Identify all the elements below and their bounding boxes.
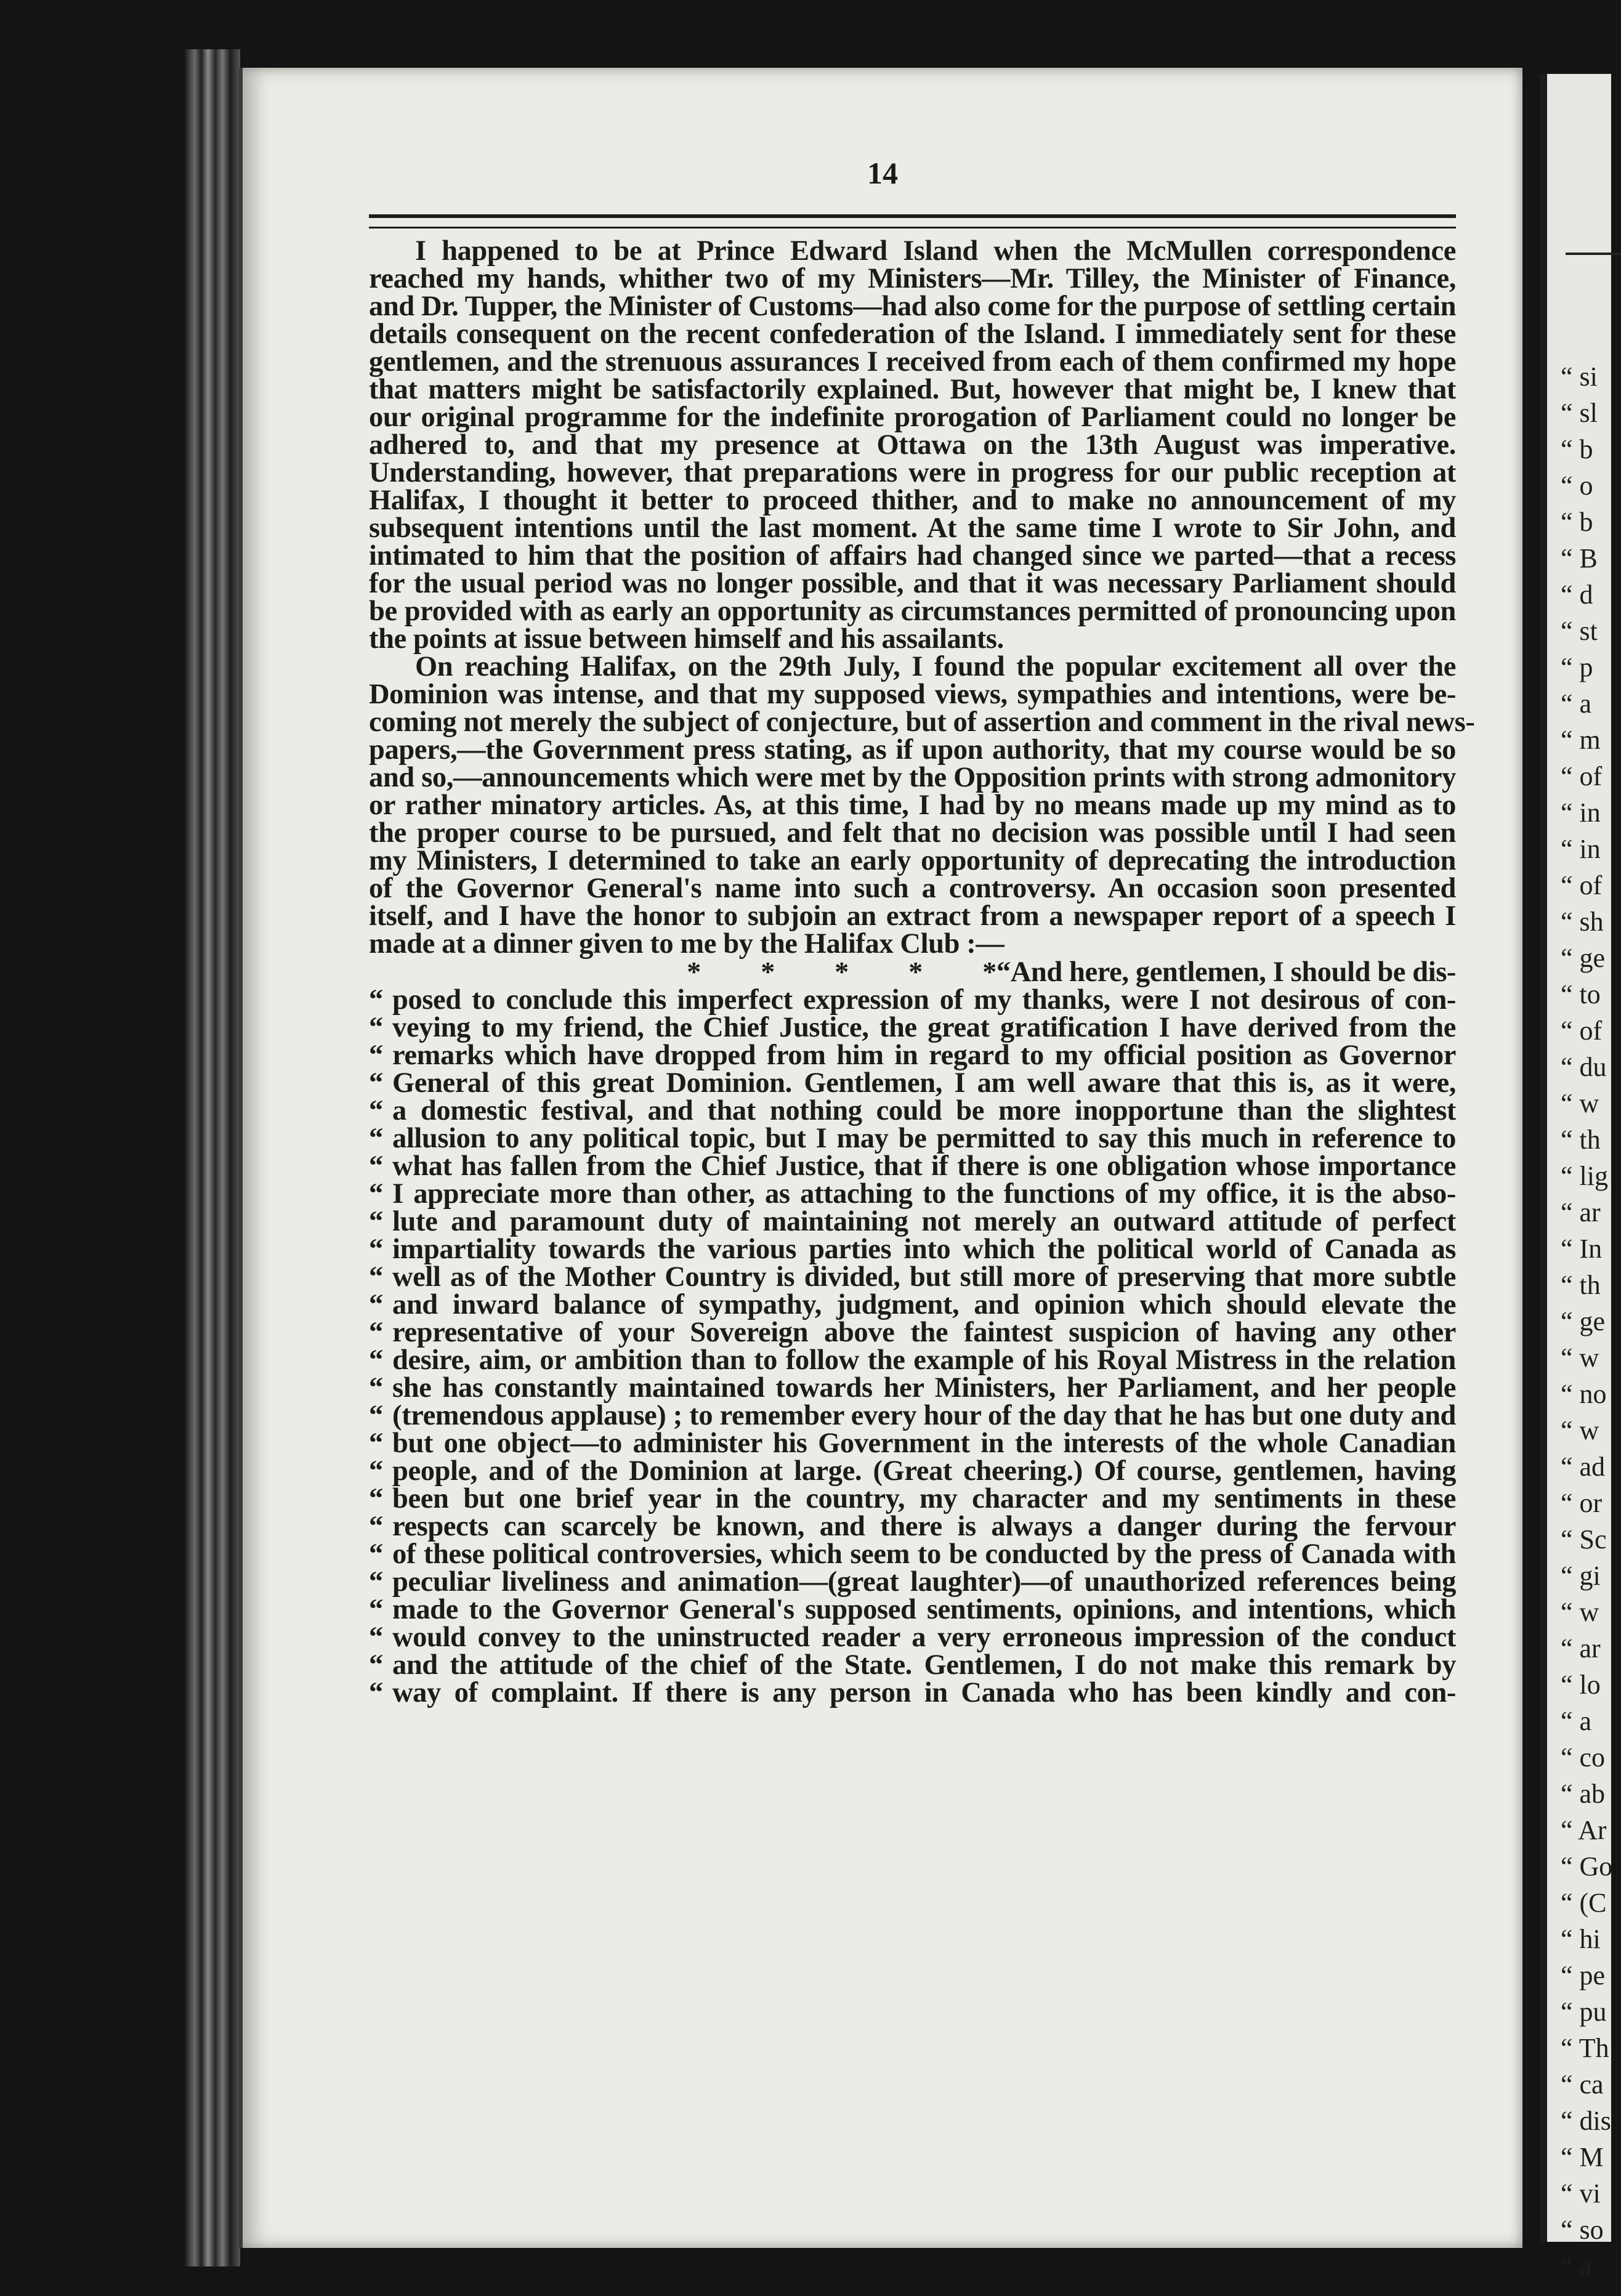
text-line: Understanding, however, that preparations were in progress for our public reception at [369,457,1456,488]
paragraph-halifax [369,651,1475,960]
next-page-fragment: “ Sc [1561,1524,1607,1554]
quote-text: been but one brief year in the country, my character and my sentiments in these [392,1483,1456,1514]
next-page-fragment: “ w [1561,1088,1599,1118]
text-line: subsequent intentions until the last moment. At the same time I wrote to Sir John, and [369,512,1456,544]
quote-mark: “ [369,1455,383,1487]
next-page-fragment: “ to [1561,979,1601,1009]
quote-text: (tremendous applause) ; to remember every hour of the day that he has but one duty and [392,1400,1456,1431]
quote-text: way of complaint. If there is any person in Canada who has been kindly and con- [392,1677,1456,1708]
quote-mark: “ [369,1289,383,1320]
quote-mark: “ [369,1095,383,1126]
quote-line [369,1457,1456,1485]
quote-opening-line [369,958,1456,986]
quote-line [369,1679,1456,1707]
star-mark: * [761,956,775,987]
book-spine [185,49,240,2266]
quote-mark: “ [369,1538,383,1570]
quote-line [369,1596,1456,1623]
quote-text: well as of the Mother Country is divided, but still more of preserving that more subtle [392,1261,1456,1293]
text-line: On reaching Halifax, on the 29th July, I found the popular excitement all over the [415,651,1456,682]
text-line: papers,—the Government press stating, as if upon authority, that my course would be so [369,734,1456,766]
text-line: reached my hands, whither two of my Ministers—Mr. Tilley, the Minister of Finance, [369,263,1456,294]
next-page-fragment: “ ge [1561,1306,1606,1336]
next-page-fragment: “ Th [1561,2033,1609,2063]
next-page-fragment: “ ad [1561,1452,1606,1482]
text-line: or rather minatory articles. As, at this time, I had by no means made up my mind as to [369,790,1456,821]
next-page-fragment: “ ge [1561,943,1606,973]
next-page-fragment: “ w [1561,1415,1599,1445]
text-line: be provided with as early an opportunity as circumstances permitted of pronouncing upon [369,596,1456,627]
quote-line [369,1374,1456,1402]
quote-text: desire, aim, or ambition than to follow the example of his Royal Mistress in the relation [392,1344,1456,1376]
quote-mark: “ [369,1261,383,1293]
next-page-fragment: “ in [1561,834,1601,864]
next-page-header-rule [1566,253,1621,255]
text-line: intimated to him that the position of affairs had changed since we parted—that a recess [369,540,1456,572]
text-line: Dominion was intense, and that my supposed views, sympathies and intentions, were be- [369,679,1456,710]
next-page-fragment: “ ar [1561,1633,1601,1663]
next-page-fragment: “ w [1561,1597,1599,1627]
quote-line [369,1097,1456,1125]
quote-text: representative of your Sovereign above the faintest suspicion of having any other [392,1317,1456,1348]
next-page-fragment: “ a [1561,2251,1592,2281]
quote-text: impartiality towards the various parties into which the political world of Canada as [392,1234,1456,1265]
text-line: details consequent on the recent confederation of the Island. I immediately sent for these [369,318,1456,350]
quote-mark: “ [369,1566,383,1598]
next-page-fragment: “ du [1561,1052,1607,1082]
next-page-fragment: “ d [1561,580,1593,610]
quote-line [369,1208,1456,1235]
quote-line [369,1014,1456,1041]
quote-text: peculiar liveliness and animation—(great laughter)—of unauthorized references being [392,1566,1456,1598]
text-line: Halifax, I thought it better to proceed thither, and to make no announcement of my [369,485,1456,516]
next-page-fragment: “ gi [1561,1561,1601,1591]
next-page-fragment: “ b [1561,507,1593,537]
next-page-fragment: “ vi [1561,2178,1601,2209]
quote-mark: “ [369,1372,383,1404]
quote-mark: “ [369,1622,383,1653]
next-page-fragment: “ B [1561,543,1598,573]
quote-line [369,1291,1456,1319]
quote-text: a domestic festival, and that nothing could be more inopportune than the slightest [392,1095,1456,1126]
quote-text: but one object—to administer his Government in the interests of the whole Canadian [392,1428,1456,1459]
page-body [369,235,1475,1708]
next-page-fragment: “ a [1561,1706,1592,1736]
quote-text: lute and paramount duty of maintaining not merely an outward attitude of perfect [392,1206,1456,1237]
next-page-fragment: “ si [1561,362,1598,392]
next-page-fragment: “ th [1561,1125,1601,1155]
quote-line [369,1623,1456,1651]
next-page-fragment: “ pu [1561,1997,1607,2027]
quote-mark: “ [369,1012,383,1043]
quote-mark: “ [369,1344,383,1376]
text-line: I happened to be at Prince Edward Island when the McMullen correspondence [415,235,1456,267]
next-page-fragment: “ ar [1561,1197,1601,1227]
paragraph-prince-edward-island [369,237,1456,653]
text-line: our original programme for the indefinite prorogation of Parliament could no longer be [369,402,1456,433]
quote-text: and inward balance of sympathy, judgment, and opinion which should elevate the [392,1289,1456,1320]
next-page-fragment: “ M [1561,2142,1604,2172]
quote-text: respects can scarcely be known, and there is always a danger during the fervour [392,1511,1456,1542]
next-page-fragment: “ of [1561,1016,1603,1046]
quote-mark: “ [369,1649,383,1681]
next-page-edge [1540,74,1613,2281]
quote-mark: “ [369,1206,383,1237]
next-page-fragment: “ dis [1561,2106,1611,2136]
next-page-fragment: “ sl [1561,398,1598,428]
quote-text: allusion to any political topic, but I may be permitted to say this much in reference to [392,1123,1456,1154]
next-page-fragment: “ Go [1561,1851,1613,1882]
quote-line [369,1235,1456,1263]
star-mark: * [982,956,996,987]
next-page-fragment: “ th [1561,1270,1601,1300]
quote-mark: “ [369,1594,383,1625]
text-line: adhered to, and that my presence at Ottawa on the 13th August was imperative. [369,429,1456,461]
next-page-fragment: “ of [1561,761,1603,791]
quote-text: would convey to the uninstructed reader a very erroneous impression of the conduct [392,1622,1456,1653]
quote-text: posed to conclude this imperfect expression of my thanks, were I not desirous of con- [392,984,1456,1016]
speech-quotation [369,958,1456,1707]
header-double-rule [369,214,1456,228]
next-page-fragment: “ sh [1561,907,1604,937]
quote-text: made to the Governor General's supposed sentiments, opinions, and intentions, which [392,1594,1456,1625]
next-page-fragment: “ or [1561,1488,1603,1518]
quote-line [369,1568,1456,1596]
quote-text: remarks which have dropped from him in regard to my official position as Governor [392,1040,1456,1071]
text-line: my Ministers, I determined to take an early opportunity of deprecating the introduction [369,845,1456,876]
quote-mark: “ [369,1150,383,1182]
next-page-fragment: “ ca [1561,2069,1604,2100]
quote-mark: “ [369,1317,383,1348]
quote-first-text: “And here, gentlemen, I should be dis- [996,956,1456,988]
quote-line [369,986,1456,1014]
text-line: that matters might be satisfactorily explained. But, however that might be, I knew that [369,374,1456,405]
quote-mark: “ [369,1511,383,1542]
next-page-fragment: “ In [1561,1234,1603,1264]
quote-line [369,1429,1456,1457]
quote-line [369,1041,1456,1069]
quote-line [369,1152,1456,1180]
quote-line [369,1125,1456,1152]
quote-line [369,1069,1456,1097]
next-page-fragment: “ lig [1561,1161,1608,1191]
quote-text: and the attitude of the chief of the State. Gentlemen, I do not make this remark by [392,1649,1456,1681]
next-page-fragment: “ Ar [1561,1815,1607,1845]
quote-line [369,1513,1456,1540]
quote-mark: “ [369,1400,383,1431]
quote-line [369,1346,1456,1374]
quote-text: I appreciate more than other, as attaching to the functions of my office, it is the abso- [392,1178,1456,1210]
quote-mark: “ [369,1677,383,1708]
next-page-fragment: “ co [1561,1742,1606,1773]
text-line: coming not merely the subject of conjecture, but of assertion and comment in the rival news- [369,706,1475,738]
quote-mark: “ [369,1428,383,1459]
next-page-fragment: “ b [1561,434,1593,464]
text-line: and so,—announcements which were met by the Opposition prints with strong admonitory [369,762,1456,793]
quote-line [369,1319,1456,1346]
quote-line [369,1485,1456,1513]
quote-line [369,1540,1456,1568]
quote-line [369,1180,1456,1208]
next-page-fragment: “ so [1561,2215,1604,2245]
quote-mark: “ [369,1234,383,1265]
document-page [239,68,1522,2248]
ellipsis-stars [568,958,996,986]
next-page-fragment: “ w [1561,1343,1599,1373]
quote-mark: “ [369,1483,383,1514]
text-line: made at a dinner given to me by the Halifax Club :— [369,928,1005,960]
text-line: the proper course to be pursued, and felt that no decision was possible until I had seen [369,817,1456,849]
text-line: for the usual period was no longer possible, and that it was necessary Parliament should [369,568,1456,599]
text-line: itself, and I have the honor to subjoin an extract from a newspaper report of a speech I [369,900,1456,932]
text-line: and Dr. Tupper, the Minister of Customs—had also come for the purpose of settling certain [369,291,1457,322]
quote-line [369,1263,1456,1291]
next-page-fragment: “ p [1561,652,1593,682]
quote-text: veying to my friend, the Chief Justice, the great gratification I have derived from the [392,1012,1456,1043]
next-page-fragment: “ m [1561,725,1601,755]
next-page-fragment: “ pe [1561,1960,1606,1991]
quote-text: people, and of the Dominion at large. (Great cheering.) Of course, gentlemen, having [392,1455,1456,1487]
next-page-fragment: “ no [1561,1379,1607,1409]
quote-mark: “ [369,1040,383,1071]
next-page-fragment: “ (C [1561,1888,1607,1918]
text-line: of the Governor General's name into such a controversy. An occasion soon presented [369,873,1456,904]
next-page-fragment: “ a [1561,689,1592,719]
quote-text: of these political controversies, which seem to be conducted by the press of Canada with [392,1538,1456,1570]
text-line: gentlemen, and the strenuous assurances I received from each of them confirmed my hope [369,346,1456,378]
next-page-fragment: “ of [1561,870,1603,900]
quote-text: General of this great Dominion. Gentlemen, I am well aware that this is, as it were, [392,1067,1456,1099]
quote-mark: “ [369,984,383,1016]
quote-mark: “ [369,1123,383,1154]
next-page-fragment: “ st [1561,616,1598,646]
text-line: the points at issue between himself and his assailants. [369,623,1004,655]
quote-text: what has fallen from the Chief Justice, that if there is one obligation whose importance [392,1150,1456,1182]
next-page-fragment: “ in [1561,798,1601,828]
quote-text: she has constantly maintained towards her Ministers, her Parliament, and her people [392,1372,1456,1404]
quote-line [369,1651,1456,1679]
quote-line [369,1402,1456,1429]
quote-mark: “ [369,1067,383,1099]
page-number: 14 [867,156,898,190]
next-page-fragment: “ ab [1561,1779,1606,1809]
next-page-fragment: “ hi [1561,1924,1601,1954]
star-mark: * [908,956,923,987]
next-page-fragment: “ o [1561,471,1593,501]
next-page-fragment: “ lo [1561,1670,1601,1700]
star-mark: * [835,956,849,987]
star-mark: * [687,956,701,987]
quote-mark: “ [369,1178,383,1210]
